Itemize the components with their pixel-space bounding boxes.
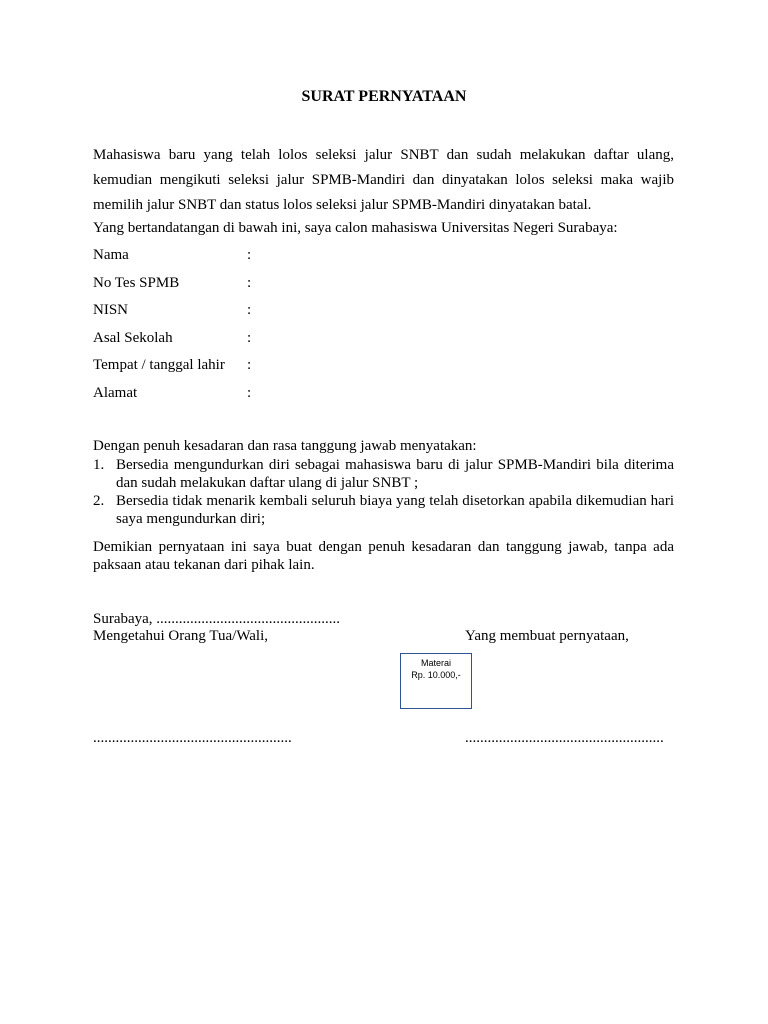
statement-item bbox=[93, 456, 674, 492]
field-colon: : bbox=[247, 274, 252, 291]
guardian-signature-line: ..................................................... bbox=[93, 730, 292, 746]
field-colon: : bbox=[247, 302, 252, 318]
declarant-intro: Yang bertandatangan di bawah ini, saya calon mahasiswa Universitas Negeri Surabaya: bbox=[93, 220, 618, 236]
field-colon: : bbox=[247, 247, 252, 263]
statement-text: Bersedia mengundurkan diri sebagai mahasiswa baru di jalur SPMB-Mandiri bila diterima dan sudah melakukan daftar ulang di jalur SNBT ; bbox=[116, 457, 674, 491]
statement-item bbox=[93, 492, 674, 528]
field-colon: : bbox=[247, 384, 252, 401]
statement-number: 1. bbox=[93, 457, 105, 473]
field-label: Asal Sekolah bbox=[93, 329, 173, 346]
statement-intro: Dengan penuh kesadaran dan rasa tanggung jawab menyatakan: bbox=[93, 438, 477, 454]
intro-paragraph: Mahasiswa baru yang telah lolos seleksi jalur SNBT dan sudah melakukan daftar ulang, kemudian mengikuti seleksi jalur SPMB-Mandiri dan dinyatakan lolos seleksi maka wajib memilih jalur SNBT dan status lolos seleksi jalur SPMB-Mandiri dinyatakan batal. bbox=[93, 147, 674, 213]
field-label: Nama bbox=[93, 247, 129, 263]
document-title: SURAT PERNYATAAN bbox=[301, 88, 467, 105]
stamp-box bbox=[400, 653, 472, 709]
field-label: No Tes SPMB bbox=[93, 274, 180, 291]
statement-text: Bersedia tidak menarik kembali seluruh biaya yang telah disetorkan apabila dikemudian hari saya mengundurkan diri; bbox=[116, 493, 674, 527]
field-label: Alamat bbox=[93, 384, 138, 401]
field-label: NISN bbox=[93, 302, 129, 318]
field-colon: : bbox=[247, 357, 252, 373]
declarant-signature-label: Yang membuat pernyataan, bbox=[465, 628, 629, 644]
field-colon: : bbox=[247, 329, 252, 346]
declarant-signature-line: ..................................................... bbox=[465, 730, 664, 746]
field-label: Tempat / tanggal lahir bbox=[93, 357, 225, 373]
place-date: Surabaya, ................................................. bbox=[93, 611, 341, 627]
stamp-line-2: Rp. 10.000,- bbox=[411, 670, 461, 680]
statement-number: 2. bbox=[93, 493, 105, 509]
statement-list bbox=[93, 456, 674, 528]
guardian-signature-label: Mengetahui Orang Tua/Wali, bbox=[93, 628, 269, 644]
closing-paragraph: Demikian pernyataan ini saya buat dengan penuh kesadaran dan tanggung jawab, tanpa ada paksaan atau tekanan dari pihak lain. bbox=[93, 539, 674, 573]
stamp-line-1: Materai bbox=[420, 658, 451, 668]
